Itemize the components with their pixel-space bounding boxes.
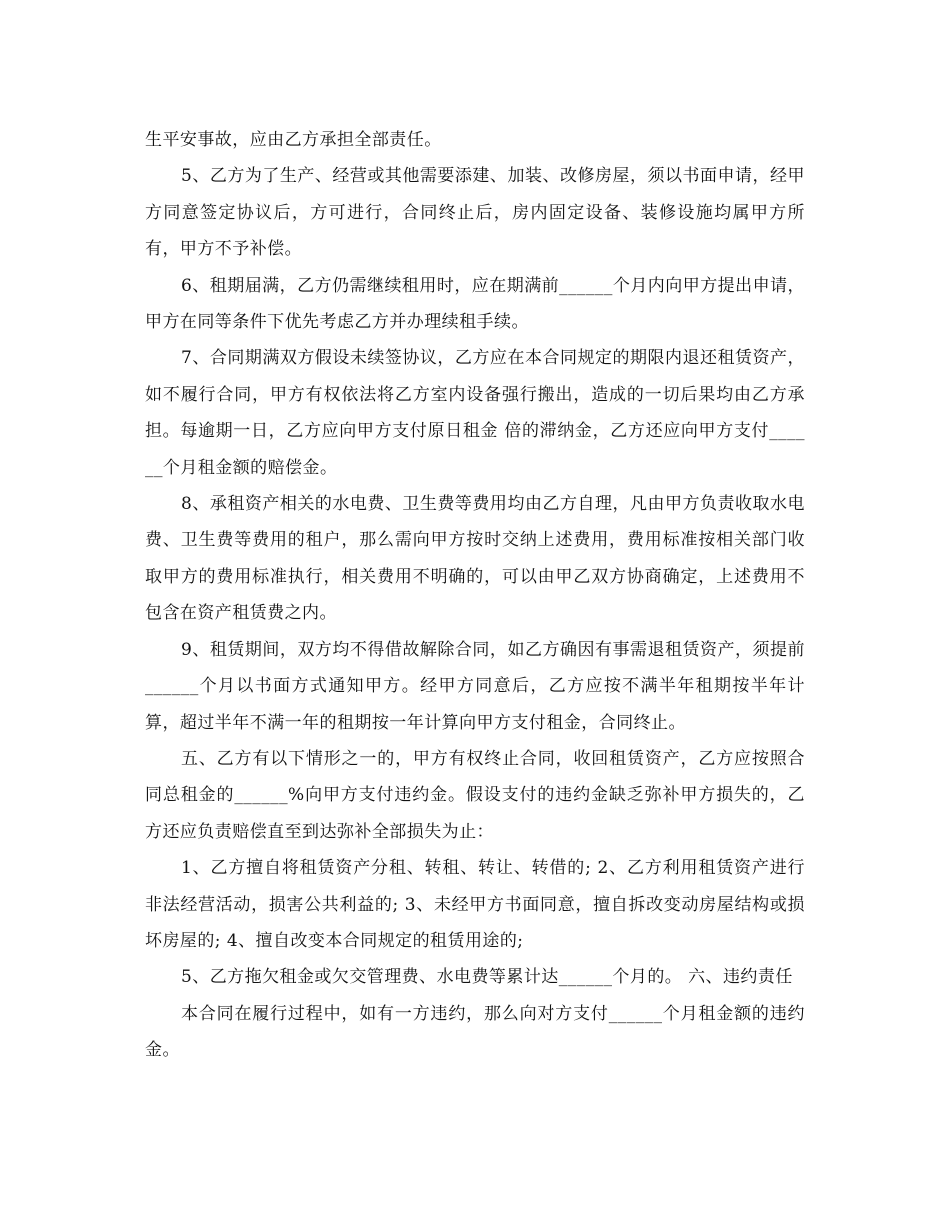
paragraph-clause-7-expiry: 7、合同期满双方假设未续签协议，乙方应在本合同规定的期限内退还租赁资产，如不履行合同，甲方有权依法将乙方室内设备强行搬出，造成的一切后果均由乙方承担。每逾期一日，乙方应向甲方支付原日租金 倍的滞纳金，乙方还应向甲方支付______个月租金额的赔偿金。 — [145, 348, 805, 478]
paragraph-accident-liability: 生平安事故，应由乙方承担全部责任。 — [145, 130, 442, 150]
paragraph-clause-6-renewal: 6、租期届满，乙方仍需继续租用时，应在期满前______个月内向甲方提出申请，甲方在同等条件下优先考虑乙方并办理续租手续。 — [145, 275, 805, 333]
paragraph-section-5-breach-conditions: 五、乙方有以下情形之一的，甲方有权终止合同，收回租赁资产，乙方应按照合同总租金的______%向甲方支付违约金。假设支付的违约金缺乏弥补甲方损失的，乙方还应负责赔偿直至到达弥补全部损失为止： — [145, 748, 805, 842]
paragraph-breach-list: 1、乙方擅自将租赁资产分租、转租、转让、转借的; 2、乙方利用租赁资产进行非法经营活动，损害公共利益的; 3、未经甲方书面同意，擅自拆改变动房屋结构或损坏房屋的; 4、擅自改变本合同规定的租赁用途的; — [145, 858, 805, 951]
paragraph-clause-9-termination: 9、租赁期间，双方均不得借故解除合同，如乙方确因有事需退租赁资产，须提前______个月以书面方式通知甲方。经甲方同意后，乙方应按不满半年租期按半年计算，超过半年不满一年的租期按一年计算向甲方支付租金，合同终止。 — [145, 639, 805, 733]
paragraph-default-penalty: 本合同在履行过程中，如有一方违约，那么向对方支付______个月租金额的违约金。 — [145, 1003, 805, 1061]
paragraph-clause-8-utilities: 8、承租资产相关的水电费、卫生费等费用均由乙方自理，凡由甲方负责收取水电费、卫生费等费用的租户，那么需向甲方按时交纳上述费用，费用标准按相关部门收取甲方的费用标准执行，相关费用不明确的，可以由甲乙双方协商确定，上述费用不包含在资产租赁费之内。 — [145, 494, 805, 624]
paragraph-clause-5-renovation: 5、乙方为了生产、经营或其他需要添建、加装、改修房屋，须以书面申请，经甲方同意签定协议后，方可进行，合同终止后，房内固定设备、装修设施均属甲方所有，甲方不予补偿。 — [145, 166, 805, 260]
paragraph-arrears-and-section-6: 5、乙方拖欠租金或欠交管理费、水电费等累计达______个月的。 六、违约责任 — [181, 967, 793, 988]
document-body — [145, 122, 805, 1069]
